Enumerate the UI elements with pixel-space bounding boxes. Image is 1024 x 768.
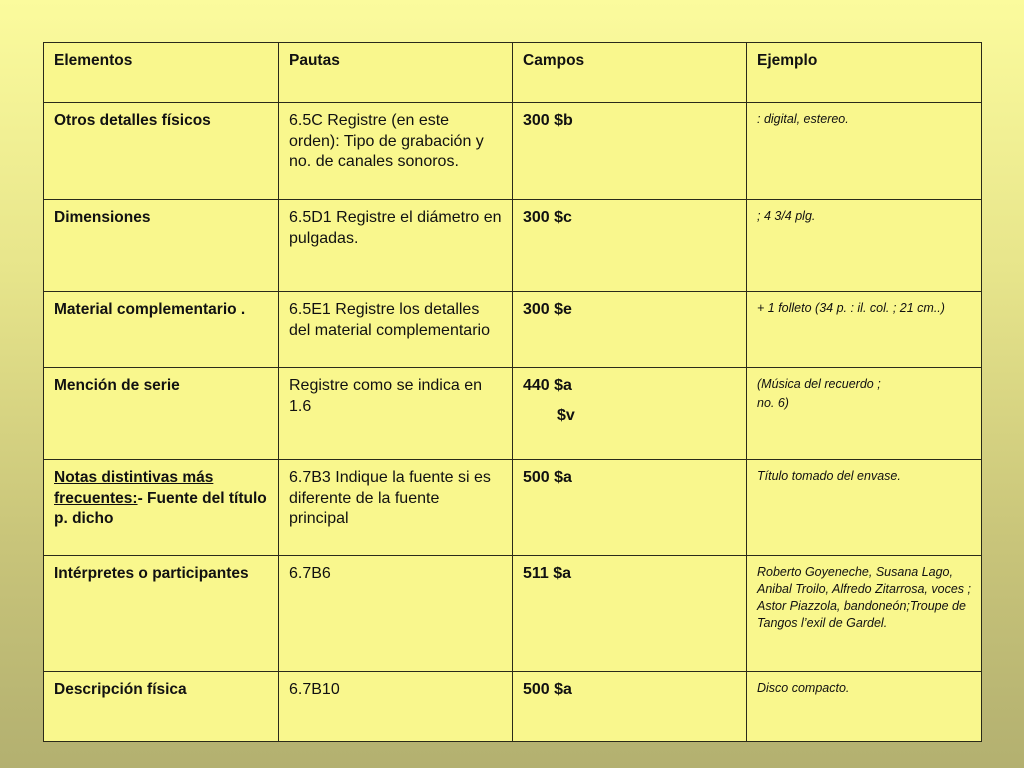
cell-ejemplo: Disco compacto. [747, 672, 982, 742]
cell-campo: 500 $a [513, 460, 747, 556]
table-row [44, 200, 982, 292]
cell-campo: 511 $a [513, 556, 747, 672]
cell-elemento: Mención de serie [44, 368, 279, 460]
cell-elemento [44, 460, 279, 556]
cell-ejemplo: : digital, estereo. [747, 103, 982, 200]
campo-subfield: $v [557, 407, 575, 424]
cell-ejemplo: + 1 folleto (34 p. : il. col. ; 21 cm..) [747, 292, 982, 368]
cell-ejemplo: Roberto Goyeneche, Susana Lago, Anibal Troilo, Alfredo Zitarrosa, voces ; Astor Piazzola, bandoneón;Troupe de Tangos l’exil de Gardel. [747, 556, 982, 672]
cell-campo [513, 368, 747, 460]
table-row [44, 556, 982, 672]
table-row [44, 368, 982, 460]
elemento-underlined: Notas distintivas más frecuentes: [54, 469, 214, 507]
table-row [44, 103, 982, 200]
cell-elemento: Intérpretes o participantes [44, 556, 279, 672]
header-campos: Campos [513, 43, 747, 103]
table-row [44, 672, 982, 742]
elemento-rest: - Fuente del título p. dicho [54, 489, 267, 527]
ejemplo-line-2: no. 6) [757, 396, 789, 410]
cell-elemento: Otros detalles físicos [44, 103, 279, 200]
cell-pauta: 6.5D1 Registre el diámetro en pulgadas. [279, 200, 513, 292]
cell-pauta: 6.7B6 [279, 556, 513, 672]
cataloging-table [43, 42, 982, 742]
cell-ejemplo [747, 368, 982, 460]
header-ejemplo: Ejemplo [747, 43, 982, 103]
header-elementos: Elementos [44, 43, 279, 103]
cell-ejemplo: Título tomado del envase. [747, 460, 982, 556]
table-row [44, 460, 982, 556]
cell-elemento: Descripción física [44, 672, 279, 742]
cell-pauta: Registre como se indica en 1.6 [279, 368, 513, 460]
cell-campo: 500 $a [513, 672, 747, 742]
cell-campo: 300 $b [513, 103, 747, 200]
cell-pauta: 6.5E1 Registre los detalles del material complementario [279, 292, 513, 368]
cell-campo: 300 $e [513, 292, 747, 368]
cell-campo: 300 $c [513, 200, 747, 292]
cell-pauta: 6.5C Registre (en este orden): Tipo de grabación y no. de canales sonoros. [279, 103, 513, 200]
cell-ejemplo: ; 4 3/4 plg. [747, 200, 982, 292]
ejemplo-line-1: (Música del recuerdo ; [757, 377, 881, 391]
table-row [44, 292, 982, 368]
cell-pauta: 6.7B3 Indique la fuente si es diferente de la fuente principal [279, 460, 513, 556]
cell-pauta: 6.7B10 [279, 672, 513, 742]
table-header-row [44, 43, 982, 103]
cell-elemento: Material complementario . [44, 292, 279, 368]
cell-elemento: Dimensiones [44, 200, 279, 292]
campo-main: 440 $a [523, 377, 572, 394]
header-pautas: Pautas [279, 43, 513, 103]
